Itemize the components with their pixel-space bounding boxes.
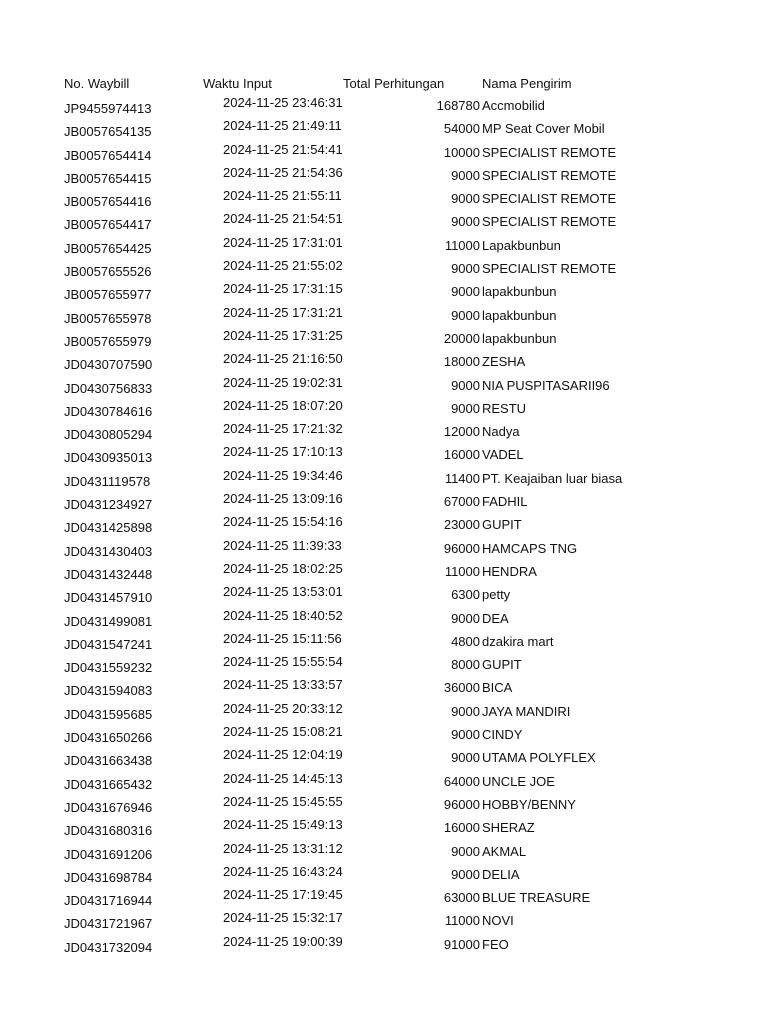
waybill-cell: JB0057655979 bbox=[64, 333, 152, 349]
nama-pengirim-cell: lapakbunbun bbox=[482, 330, 557, 346]
waybill-cell: JD0431119578 bbox=[64, 473, 151, 489]
table-row bbox=[0, 585, 768, 608]
waybill-cell: JD0431234927 bbox=[64, 497, 153, 513]
table-row bbox=[0, 376, 768, 399]
nama-pengirim-cell: dzakira mart bbox=[482, 633, 554, 649]
waktu-input-cell: 2024-11-25 19:00:39 bbox=[223, 933, 343, 949]
table-header-row bbox=[0, 74, 768, 96]
waktu-input-cell: 2024-11-25 11:39:33 bbox=[223, 537, 342, 553]
waktu-input-cell: 2024-11-25 15:32:17 bbox=[223, 910, 343, 926]
table-row bbox=[0, 725, 768, 748]
table-row bbox=[0, 865, 768, 888]
nama-pengirim-cell: HOBBY/BENNY bbox=[482, 796, 576, 812]
table-row bbox=[0, 492, 768, 515]
waktu-input-cell: 2024-11-25 17:31:21 bbox=[223, 304, 343, 320]
total-perhitungan-cell: 54000 bbox=[443, 121, 480, 137]
waktu-input-cell: 2024-11-25 21:49:11 bbox=[223, 118, 342, 134]
total-perhitungan-cell: 9000 bbox=[451, 214, 480, 230]
nama-pengirim-cell: SPECIALIST REMOTE bbox=[482, 144, 617, 160]
nama-pengirim-cell: DELIA bbox=[482, 866, 520, 882]
waktu-input-cell: 2024-11-25 15:11:56 bbox=[223, 630, 342, 646]
table-row bbox=[0, 702, 768, 725]
waybill-cell: JB0057654415 bbox=[64, 170, 152, 186]
total-perhitungan-cell: 6300 bbox=[451, 587, 480, 603]
table-row bbox=[0, 655, 768, 678]
waybill-cell: JD0431547241 bbox=[64, 636, 153, 652]
table-row bbox=[0, 795, 768, 818]
waybill-cell: JD0430756833 bbox=[64, 380, 153, 396]
waybill-cell: JD0431665432 bbox=[64, 776, 153, 792]
nama-pengirim-cell: JAYA MANDIRI bbox=[482, 703, 571, 719]
waybill-cell: JD0431457910 bbox=[64, 590, 153, 606]
total-perhitungan-cell: 9000 bbox=[451, 400, 480, 416]
waybill-cell: JD0431594083 bbox=[64, 683, 153, 699]
nama-pengirim-cell: Lapakbunbun bbox=[482, 237, 561, 253]
waktu-input-cell: 2024-11-25 23:46:31 bbox=[223, 95, 343, 110]
total-perhitungan-cell: 20000 bbox=[443, 330, 480, 346]
table-row bbox=[0, 352, 768, 375]
table-row bbox=[0, 143, 768, 166]
nama-pengirim-cell: NOVI bbox=[482, 913, 514, 929]
waybill-cell: JD0431425898 bbox=[64, 520, 153, 536]
nama-pengirim-cell: BICA bbox=[482, 680, 513, 696]
waybill-cell: JD0431680316 bbox=[64, 823, 153, 839]
waktu-input-cell: 2024-11-25 21:54:36 bbox=[223, 164, 343, 180]
nama-pengirim-cell: petty bbox=[482, 587, 511, 603]
total-perhitungan-cell: 12000 bbox=[443, 424, 480, 440]
waktu-input-cell: 2024-11-25 13:31:12 bbox=[223, 840, 343, 856]
total-perhitungan-cell: 9000 bbox=[451, 727, 480, 743]
waybill-cell: JB0057655978 bbox=[64, 310, 152, 326]
table-row bbox=[0, 445, 768, 468]
table-row bbox=[0, 189, 768, 212]
table-row bbox=[0, 818, 768, 841]
table-row bbox=[0, 212, 768, 235]
total-perhitungan-cell: 18000 bbox=[443, 354, 480, 370]
nama-pengirim-cell: CINDY bbox=[482, 727, 523, 743]
total-perhitungan-cell: 9000 bbox=[451, 307, 480, 323]
nama-pengirim-cell: SPECIALIST REMOTE bbox=[482, 261, 617, 277]
table-row bbox=[0, 96, 768, 119]
nama-pengirim-cell: RESTU bbox=[482, 400, 527, 416]
nama-pengirim-cell: PT. Keajaiban luar biasa bbox=[482, 470, 623, 486]
waybill-cell: JD0431676946 bbox=[64, 799, 153, 815]
waktu-input-cell: 2024-11-25 19:02:31 bbox=[223, 374, 343, 390]
table-row bbox=[0, 678, 768, 701]
table-row bbox=[0, 236, 768, 259]
table-row bbox=[0, 539, 768, 562]
total-perhitungan-cell: 9000 bbox=[451, 843, 480, 859]
table-row bbox=[0, 935, 768, 958]
total-perhitungan-cell: 63000 bbox=[443, 890, 480, 906]
waybill-cell: JD0431595685 bbox=[64, 706, 153, 722]
nama-pengirim-cell: lapakbunbun bbox=[482, 284, 557, 300]
table-row bbox=[0, 515, 768, 538]
table-row bbox=[0, 166, 768, 189]
waybill-cell: JD0431732094 bbox=[64, 939, 153, 955]
waktu-input-cell: 2024-11-25 13:33:57 bbox=[223, 677, 343, 693]
header-nama-pengirim: Nama Pengirim bbox=[482, 76, 572, 91]
waybill-cell: JD0431691206 bbox=[64, 846, 153, 862]
total-perhitungan-cell: 11000 bbox=[444, 237, 480, 253]
total-perhitungan-cell: 91000 bbox=[443, 936, 480, 952]
total-perhitungan-cell: 9000 bbox=[451, 610, 480, 626]
waktu-input-cell: 2024-11-25 20:33:12 bbox=[223, 700, 343, 716]
total-perhitungan-cell: 10000 bbox=[443, 144, 480, 160]
header-total-perhitungan: Total Perhitungan bbox=[343, 76, 445, 91]
total-perhitungan-cell: 67000 bbox=[443, 494, 480, 510]
total-perhitungan-cell: 168780 bbox=[436, 98, 480, 113]
waybill-cell: JP9455974413 bbox=[64, 101, 152, 116]
table-row bbox=[0, 469, 768, 492]
total-perhitungan-cell: 9000 bbox=[451, 261, 480, 277]
waktu-input-cell: 2024-11-25 21:55:02 bbox=[223, 258, 343, 274]
waybill-cell: JD0431650266 bbox=[64, 730, 153, 746]
table-row bbox=[0, 119, 768, 142]
nama-pengirim-cell: SHERAZ bbox=[482, 820, 535, 836]
waktu-input-cell: 2024-11-25 21:16:50 bbox=[223, 351, 343, 367]
nama-pengirim-cell: SPECIALIST REMOTE bbox=[482, 167, 617, 183]
table-row bbox=[0, 329, 768, 352]
waktu-input-cell: 2024-11-25 17:21:32 bbox=[223, 421, 343, 437]
total-perhitungan-cell: 11000 bbox=[444, 913, 480, 929]
waktu-input-cell: 2024-11-25 18:07:20 bbox=[223, 397, 343, 413]
total-perhitungan-cell: 4800 bbox=[451, 633, 480, 649]
nama-pengirim-cell: GUPIT bbox=[482, 517, 522, 533]
nama-pengirim-cell: lapakbunbun bbox=[482, 307, 557, 323]
table-row bbox=[0, 306, 768, 329]
waybill-cell: JD0431663438 bbox=[64, 753, 153, 769]
waybill-cell: JD0431721967 bbox=[64, 916, 153, 932]
waybill-cell: JD0430805294 bbox=[64, 427, 153, 443]
nama-pengirim-cell: FEO bbox=[482, 936, 509, 952]
waybill-cell: JB0057655977 bbox=[64, 287, 152, 303]
table-row bbox=[0, 282, 768, 305]
table-row bbox=[0, 748, 768, 771]
waybill-cell: JB0057655526 bbox=[64, 264, 152, 280]
total-perhitungan-cell: 16000 bbox=[443, 447, 480, 463]
total-perhitungan-cell: 9000 bbox=[451, 703, 480, 719]
total-perhitungan-cell: 96000 bbox=[443, 796, 480, 812]
total-perhitungan-cell: 23000 bbox=[443, 517, 480, 533]
header-waktu-input: Waktu Input bbox=[203, 76, 272, 91]
nama-pengirim-cell: SPECIALIST REMOTE bbox=[482, 214, 617, 230]
total-perhitungan-cell: 9000 bbox=[451, 377, 480, 393]
nama-pengirim-cell: FADHIL bbox=[482, 494, 528, 510]
waktu-input-cell: 2024-11-25 17:31:25 bbox=[223, 327, 343, 343]
table-row bbox=[0, 562, 768, 585]
nama-pengirim-cell: VADEL bbox=[482, 447, 524, 463]
waybill-table bbox=[0, 74, 768, 958]
waybill-cell: JB0057654417 bbox=[64, 217, 152, 233]
nama-pengirim-cell: BLUE TREASURE bbox=[482, 890, 591, 906]
total-perhitungan-cell: 64000 bbox=[443, 773, 480, 789]
waktu-input-cell: 2024-11-25 13:09:16 bbox=[223, 491, 343, 507]
waktu-input-cell: 2024-11-25 21:54:51 bbox=[223, 211, 343, 227]
waktu-input-cell: 2024-11-25 13:53:01 bbox=[223, 584, 343, 600]
waktu-input-cell: 2024-11-25 16:43:24 bbox=[223, 863, 343, 879]
table-row bbox=[0, 259, 768, 282]
waktu-input-cell: 2024-11-25 15:45:55 bbox=[223, 793, 343, 809]
waktu-input-cell: 2024-11-25 15:55:54 bbox=[223, 654, 343, 670]
nama-pengirim-cell: Nadya bbox=[482, 424, 520, 440]
nama-pengirim-cell: GUPIT bbox=[482, 657, 522, 673]
waybill-cell: JB0057654135 bbox=[64, 124, 152, 140]
waybill-cell: JD0431716944 bbox=[64, 893, 153, 909]
waktu-input-cell: 2024-11-25 19:34:46 bbox=[223, 467, 343, 483]
total-perhitungan-cell: 96000 bbox=[443, 540, 480, 556]
nama-pengirim-cell: SPECIALIST REMOTE bbox=[482, 191, 617, 207]
total-perhitungan-cell: 9000 bbox=[451, 191, 480, 207]
total-perhitungan-cell: 9000 bbox=[451, 866, 480, 882]
waybill-cell: JD0430784616 bbox=[64, 403, 153, 419]
total-perhitungan-cell: 9000 bbox=[451, 284, 480, 300]
table-row bbox=[0, 422, 768, 445]
total-perhitungan-cell: 9000 bbox=[451, 750, 480, 766]
table-row bbox=[0, 842, 768, 865]
nama-pengirim-cell: AKMAL bbox=[482, 843, 527, 859]
waybill-cell: JD0431430403 bbox=[64, 543, 153, 559]
waktu-input-cell: 2024-11-25 15:54:16 bbox=[223, 514, 343, 530]
nama-pengirim-cell: NIA PUSPITASARII96 bbox=[482, 377, 610, 393]
nama-pengirim-cell: HENDRA bbox=[482, 563, 537, 579]
table-row bbox=[0, 609, 768, 632]
table-row bbox=[0, 772, 768, 795]
waybill-cell: JD0431432448 bbox=[64, 566, 153, 582]
waybill-cell: JB0057654425 bbox=[64, 240, 152, 256]
waktu-input-cell: 2024-11-25 15:49:13 bbox=[223, 817, 343, 833]
total-perhitungan-cell: 16000 bbox=[443, 820, 480, 836]
nama-pengirim-cell: HAMCAPS TNG bbox=[482, 540, 578, 556]
waybill-cell: JB0057654414 bbox=[64, 147, 152, 163]
nama-pengirim-cell: Accmobilid bbox=[482, 98, 545, 113]
waybill-cell: JD0430935013 bbox=[64, 450, 153, 466]
waktu-input-cell: 2024-11-25 18:02:25 bbox=[223, 560, 343, 576]
nama-pengirim-cell: UNCLE JOE bbox=[482, 773, 555, 789]
total-perhitungan-cell: 11000 bbox=[444, 563, 480, 579]
total-perhitungan-cell: 9000 bbox=[451, 167, 480, 183]
waktu-input-cell: 2024-11-25 17:31:01 bbox=[223, 234, 343, 250]
waybill-cell: JD0431559232 bbox=[64, 660, 153, 676]
total-perhitungan-cell: 36000 bbox=[443, 680, 480, 696]
table-row bbox=[0, 888, 768, 911]
waktu-input-cell: 2024-11-25 17:19:45 bbox=[223, 887, 343, 903]
nama-pengirim-cell: ZESHA bbox=[482, 354, 526, 370]
nama-pengirim-cell: DEA bbox=[482, 610, 509, 626]
nama-pengirim-cell: MP Seat Cover Mobil bbox=[482, 121, 605, 137]
waktu-input-cell: 2024-11-25 15:08:21 bbox=[223, 724, 343, 740]
nama-pengirim-cell: UTAMA POLYFLEX bbox=[482, 750, 596, 766]
waktu-input-cell: 2024-11-25 21:54:41 bbox=[223, 141, 343, 157]
waybill-cell: JD0430707590 bbox=[64, 357, 153, 373]
total-perhitungan-cell: 11400 bbox=[444, 470, 480, 486]
waktu-input-cell: 2024-11-25 12:04:19 bbox=[223, 747, 343, 763]
table-row bbox=[0, 399, 768, 422]
waktu-input-cell: 2024-11-25 14:45:13 bbox=[223, 770, 343, 786]
table-row bbox=[0, 632, 768, 655]
waktu-input-cell: 2024-11-25 17:31:15 bbox=[223, 281, 343, 297]
waybill-cell: JD0431698784 bbox=[64, 869, 153, 885]
waktu-input-cell: 2024-11-25 17:10:13 bbox=[223, 444, 343, 460]
waybill-cell: JB0057654416 bbox=[64, 194, 152, 210]
table-row bbox=[0, 911, 768, 934]
header-no-waybill: No. Waybill bbox=[64, 76, 130, 91]
waybill-cell: JD0431499081 bbox=[64, 613, 153, 629]
waktu-input-cell: 2024-11-25 21:55:11 bbox=[223, 188, 342, 204]
table-body bbox=[0, 96, 768, 958]
waktu-input-cell: 2024-11-25 18:40:52 bbox=[223, 607, 343, 623]
total-perhitungan-cell: 8000 bbox=[451, 657, 480, 673]
